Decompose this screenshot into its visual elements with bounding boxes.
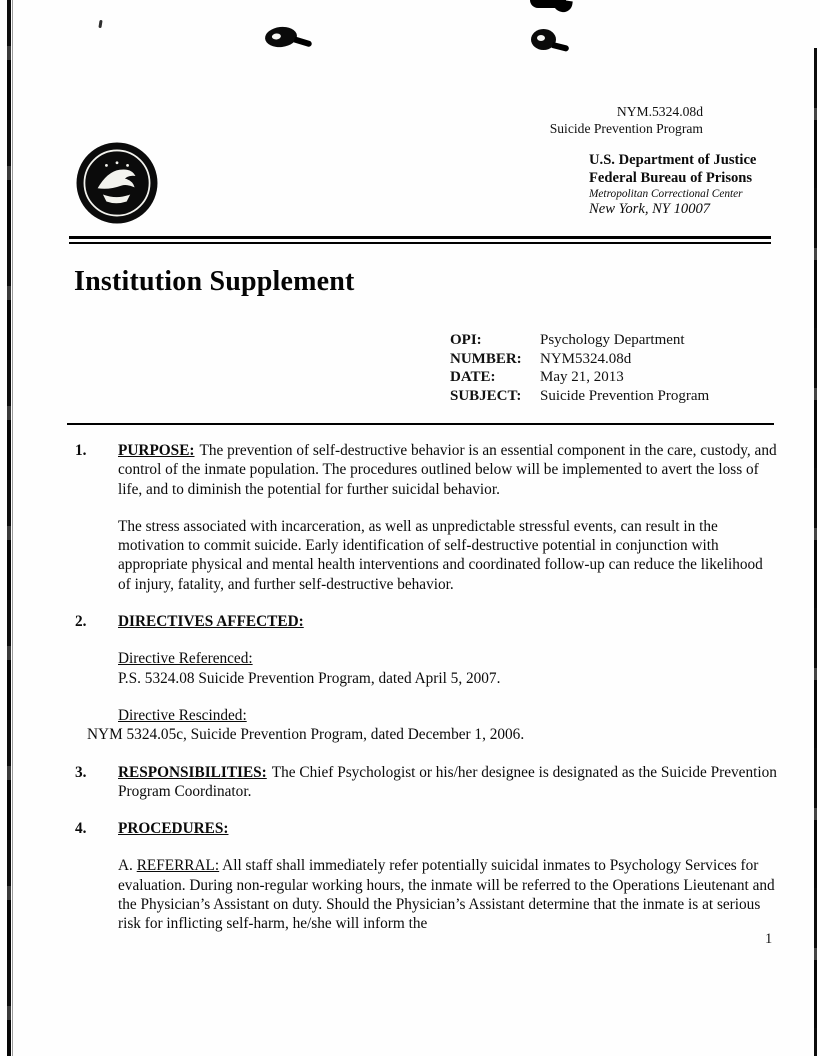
- scan-edge-right: [814, 48, 817, 1056]
- section-procedures: [75, 819, 778, 933]
- meta-label: DATE:: [450, 369, 496, 386]
- responsibilities-heading: RESPONSIBILITIES:: [118, 763, 267, 781]
- meta-value: May 21, 2013: [540, 369, 624, 386]
- dept-line-4: New York, NY 10007: [589, 201, 711, 217]
- department-block: [589, 152, 756, 218]
- doj-seal-graphic: [73, 139, 161, 227]
- page-title: Institution Supplement: [74, 266, 355, 297]
- header-body-rule: [67, 423, 774, 425]
- section-number: 4.: [75, 820, 87, 838]
- scan-artifact-hole-left: [264, 25, 298, 48]
- directive-referenced-text: P.S. 5324.08 Suicide Prevention Program, dated April 5, 2007.: [118, 669, 501, 687]
- document-meta: [450, 331, 709, 405]
- meta-row-date: [450, 368, 709, 387]
- meta-label: NUMBER:: [450, 350, 522, 367]
- double-rule: [69, 236, 771, 244]
- directive-rescinded-text: NYM 5324.05c, Suicide Prevention Program, dated December 1, 2006.: [87, 726, 525, 744]
- meta-label: SUBJECT:: [450, 387, 522, 404]
- procedures-heading: PROCEDURES:: [118, 820, 229, 838]
- meta-row-subject: [450, 387, 709, 406]
- page-number: 1: [765, 931, 773, 947]
- directives-heading: DIRECTIVES AFFECTED:: [118, 613, 304, 631]
- procedures-heading-line: [118, 819, 778, 838]
- dept-line-2: Federal Bureau of Prisons: [589, 169, 753, 186]
- doc-ref-program: Suicide Prevention Program: [549, 121, 703, 136]
- section-purpose: [75, 441, 778, 594]
- directive-referenced-label: Directive Referenced:: [118, 650, 253, 668]
- section-responsibilities: [75, 763, 778, 802]
- meta-row-opi: [450, 331, 709, 350]
- doc-ref-number: NYM.5324.08d: [616, 104, 703, 119]
- meta-value: Suicide Prevention Program: [540, 387, 710, 404]
- doj-seal-icon: [73, 139, 161, 227]
- meta-label: OPI:: [450, 332, 482, 348]
- referral-heading: REFERRAL:: [136, 857, 220, 875]
- section-number: 1.: [75, 442, 87, 459]
- section-number: 2.: [75, 613, 87, 631]
- document-body: [75, 441, 778, 952]
- referral-paragraph: [118, 856, 778, 933]
- meta-value: Psychology Department: [540, 332, 685, 348]
- responsibilities-paragraph: [118, 763, 778, 802]
- referral-letter: A.: [118, 857, 133, 875]
- purpose-heading: PURPOSE:: [118, 442, 195, 459]
- directives-heading-line: [118, 612, 778, 631]
- purpose-paragraph-2: The stress associated with incarceration, as well as unpredictable stressful events, can result in the motivation to commit suicide. Early identification of self-destructive potential in conjunction with appropriate physical and mental health interventions and coordinated follow-up can reduce the likelihood of injury, fatality, and further self-destructive behavior.: [118, 517, 763, 593]
- dept-line-1: U.S. Department of Justice: [589, 152, 757, 168]
- meta-row-number: [450, 350, 709, 369]
- section-directives: [75, 612, 778, 744]
- scan-artifact-hole-left-tail: [294, 36, 313, 47]
- dept-line-3: Metropolitan Correctional Center: [589, 188, 743, 200]
- responsibilities-text: The Chief Psychologist or his/her designee is designated as the Suicide Prevention Program Coordinator.: [118, 763, 777, 800]
- directive-rescinded-label: Directive Rescinded:: [118, 706, 247, 724]
- scan-artifact-speck: [98, 20, 102, 28]
- scan-artifact-top-mark: [530, 0, 566, 8]
- scan-artifact-hole-right-tail: [552, 42, 570, 52]
- referral-text: All staff shall immediately refer potentially suicidal inmates to Psychology Services for evaluation. During non-regular working hours, the inmate will be referred to the Operations Lieutenant and the Physician’s Assistant on duty. Should the Physician’s Assistant determine that the inmate is at serious risk for inflicting self-harm, he/she will inform the: [118, 857, 775, 933]
- purpose-paragraph-1: [118, 441, 778, 499]
- document-reference-block: [550, 103, 703, 137]
- scan-edge-left: [7, 0, 11, 1056]
- purpose-text-1: The prevention of self-destructive behavior is an essential component in the care, custody, and control of the inmate population. The procedures outlined below will be implemented to avert the loss of life, and to diminish the potential for further suicidal behavior.: [118, 442, 777, 498]
- section-number: 3.: [75, 763, 87, 781]
- meta-value: NYM5324.08d: [540, 350, 632, 367]
